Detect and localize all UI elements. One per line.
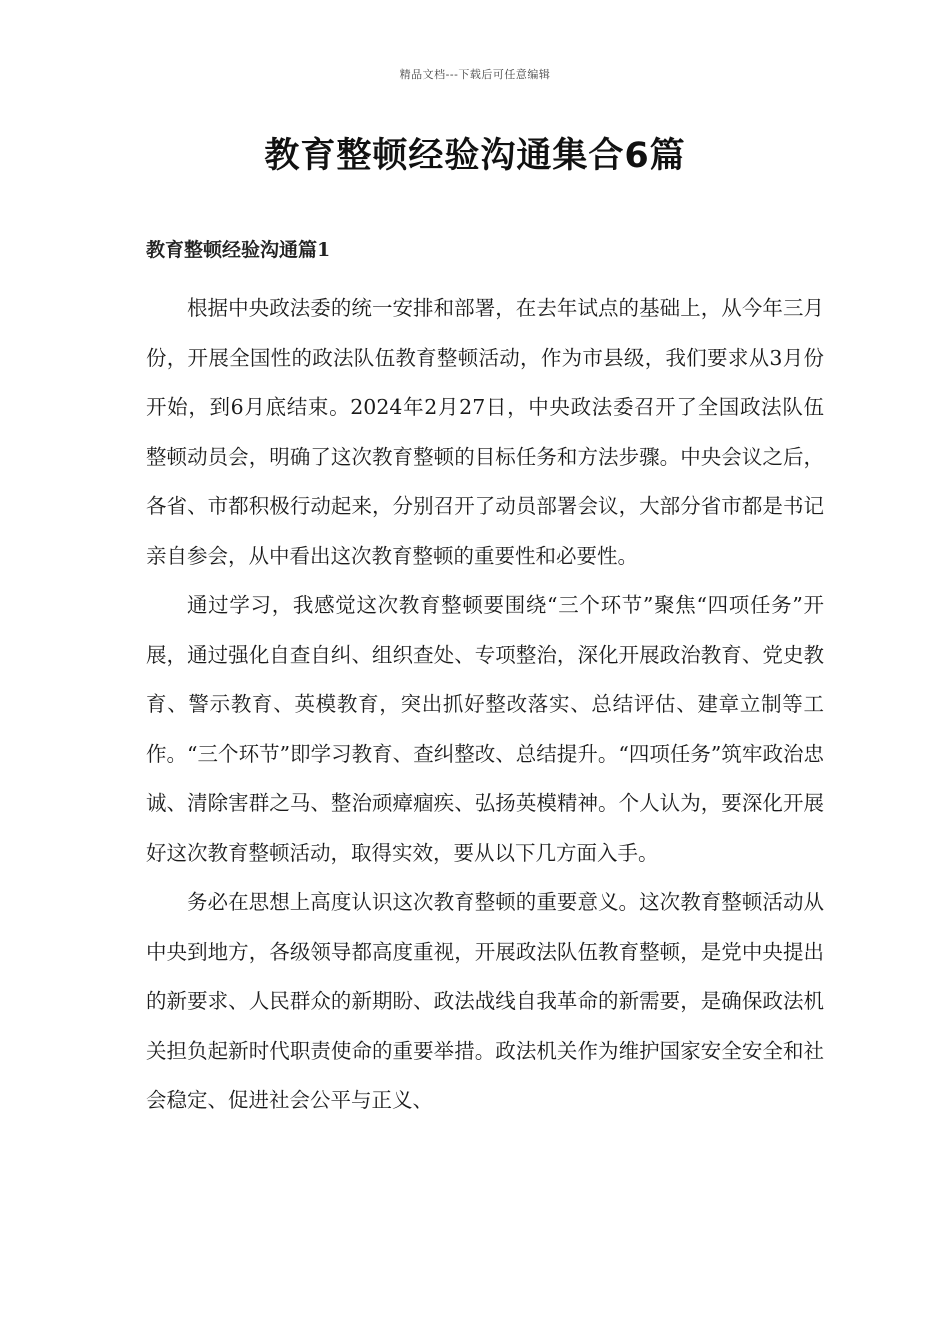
- document-body: [146, 284, 824, 1126]
- section-heading: 教育整顿经验沟通篇1: [146, 239, 331, 261]
- header-note: 精品文档---下载后可任意编辑: [399, 68, 551, 81]
- document-title: 教育整顿经验沟通集合6篇: [264, 136, 686, 176]
- paragraph: 根据中央政法委的统一安排和部署，在去年试点的基础上，从今年三月份，开展全国性的政法队伍教育整顿活动，作为市县级，我们要求从3月份开始，到6月底结束。2024年2月27日，中央政法委召开了全国政法队伍整顿动员会，明确了这次教育整顿的目标任务和方法步骤。中央会议之后，各省、市都积极行动起来，分别召开了动员部署会议，大部分省市都是书记亲自参会，从中看出这次教育整顿的重要性和必要性。: [146, 296, 824, 568]
- paragraph: 务必在思想上高度认识这次教育整顿的重要意义。这次教育整顿活动从中央到地方，各级领导都高度重视，开展政法队伍教育整顿，是党中央提出的新要求、人民群众的新期盼、政法战线自我革命的新需要，是确保政法机关担负起新时代职责使命的重要举措。政法机关作为维护国家安全安全和社会稳定、促进社会公平与正义、: [146, 890, 824, 1112]
- paragraph: 通过学习，我感觉这次教育整顿要围绕“三个环节”聚焦“四项任务”开展，通过强化自查自纠、组织查处、专项整治，深化开展政治教育、党史教育、警示教育、英模教育，突出抓好整改落实、总结评估、建章立制等工作。“三个环节”即学习教育、查纠整改、总结提升。“四项任务”筑牢政治忠诚、清除害群之马、整治顽瘴痼疾、弘扬英模精神。个人认为，要深化开展好这次教育整顿活动，取得实效，要从以下几方面入手。: [146, 593, 824, 865]
